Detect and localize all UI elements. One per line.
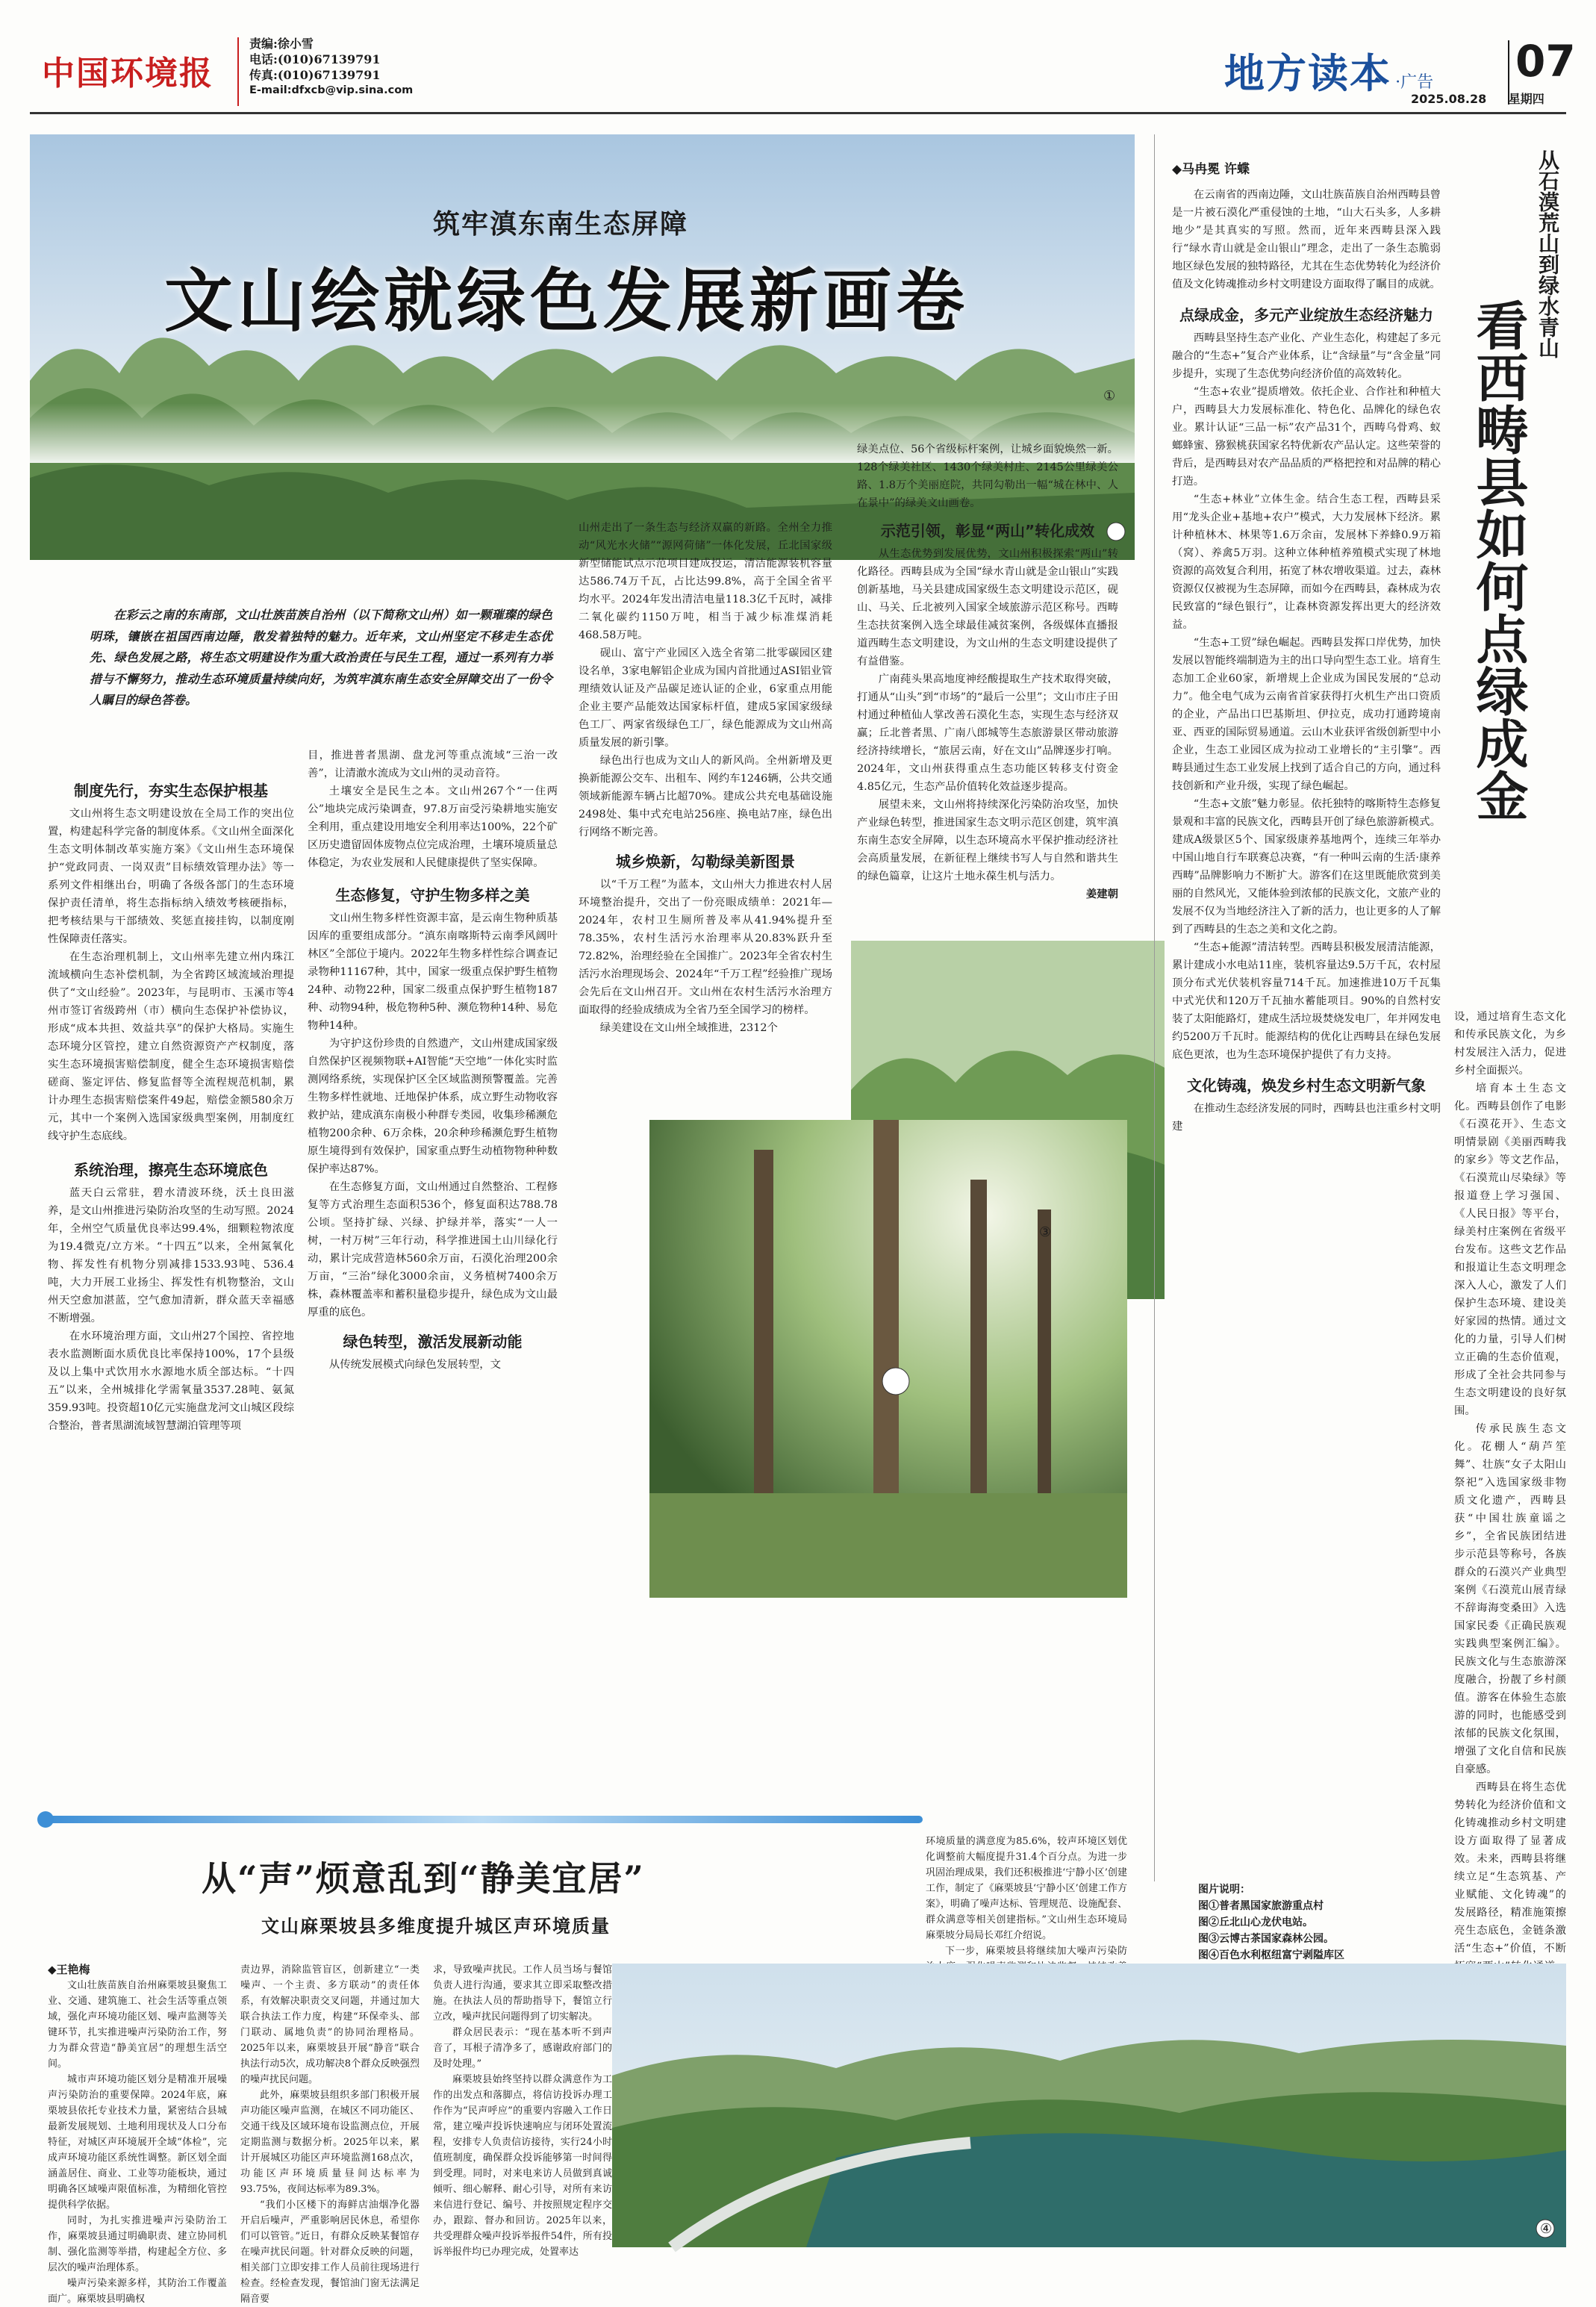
issue-date bbox=[1411, 90, 1544, 107]
page-number: 07 bbox=[1515, 36, 1576, 87]
caption-4: 图④百色水利枢纽富宁剥隘库区 bbox=[1198, 1949, 1344, 1961]
paragraph: 在生态修复方面，文山州通过自然整治、工程修复等方式治理生态面积536个，修复面积达788.78公顷。坚持扩绿、兴绿、护绿并举，落实“一人一树，一村万树”三年行动，科学推进国土山川绿化行动，累计完成营造林560余万亩，石漠化治理200余万亩，“三治”绿化3000余亩，义务植树7400余万株，森林覆盖率和蓄积量稳步提升，绿色成为文山最厚重的底色。 bbox=[308, 1181, 558, 1318]
reservoir-photo bbox=[612, 1964, 1566, 2247]
right-headline-vertical bbox=[1463, 299, 1530, 821]
paragraph: “我们小区楼下的海鲜店油烟净化器开启后噪声，严重影响居民休息，希望你们可以管管。”近日，有群众反映某餐馆存在噪声扰民问题。针对群众反映的问题，相关部门立即安排工作人员前往现场进行检查。经检查发现，餐馆油门窗无法满足隔音要 bbox=[240, 2199, 420, 2305]
paragraph: 山州走出了一条生态与经济双赢的新路。全州全力推动“风光水火储”“源网荷储”一体化发展，丘北国家级新型储能试点示范项目建成投运，清洁能源装机容量达586.74万千瓦，占比达99.8%，高于全国全省平均水平。2024年发出清洁电量118.3亿千瓦时，减排二氧化碳约1150万吨，相当于减少标准煤消耗468.58万吨。 bbox=[579, 522, 832, 641]
paragraph: 西畴县在将生态优势转化为经济价值和文化铸魂推动乡村文明建设方面取得了显著成效。未来，西畴县将继续立足“生态筑基、产业赋能、文化铸魂”的发展路径，精准施策擦亮生态底色，金链条激活“生态+”价值，不断 bbox=[1454, 1781, 1566, 1955]
right-kicker: 从石漠荒山到绿水青山 bbox=[1536, 149, 1560, 358]
paragraph: 同时，为扎实推进噪声污染防治工作，麻栗坡县通过明确职责、建立协同机制、强化监测等举措，构建起全方位、多层次的噪声治理体系。 bbox=[48, 2215, 227, 2273]
editor-name: 责编:徐小雪 bbox=[249, 37, 314, 51]
right-story-divider bbox=[1154, 134, 1155, 1881]
bottom-story-banner bbox=[42, 1816, 923, 1823]
weekday: 星期四 bbox=[1508, 92, 1544, 106]
paragraph: 土壤安全是民生之本。文山州267个“一住两公”地块完成污染调查，97.8万亩受污染耕地实施安全利用，重点建设用地安全利用率达100%，22个矿区历史遗留固体废物点位完成治理，土壤环境质量总体稳定，为农业发展和人民健康提供了坚实保障。 bbox=[308, 785, 558, 869]
paragraph: 在生态治理机制上，文山州率先建立州内珠江流域横向生态补偿机制，为全省跨区域流域治理提供了“文山经验”。2023年，与昆明市、玉溪市等4州市签订省级跨州（市）横向生态保护补偿协议，形成“成本共担、效益共享”的保护大格局。实施生态环境分区管控，建立自然资源资产产权制度，落实生态环境损害赔偿制度，健全生态环境损害赔偿磋商、鉴定评估、修复监督等全流程规范机制，累计办理生态损害赔偿案件49起，赔偿金额580余万元，其中一个案例入选国家级典型案例，用制度红线守护生态底线。 bbox=[48, 951, 294, 1142]
section-name: 地方读本 bbox=[1224, 49, 1391, 97]
paragraph: 从生态优势到发展优势，文山州积极探索“两山”转化路径。西畴县成为全国“绿水青山就是金山银山”实践创新基地，马关县建成国家级生态文明建设示范区，砚山、马关、丘北被列入国家全域旅游示范区称号。西畴生态扶贫案例入选全球最佳减贫案例，各级媒体直播报道西畴生态文明建设，为文山州的生态文明建设提供了有益借鉴。 bbox=[857, 548, 1118, 667]
editor-fax: 传真:(010)67139791 bbox=[249, 68, 381, 82]
photo-number-1: ① bbox=[1103, 388, 1116, 404]
section-title bbox=[1224, 42, 1433, 99]
editor-phone: 电话:(010)67139791 bbox=[249, 52, 381, 66]
forest-park-photo bbox=[649, 1120, 1127, 1598]
date: 2025.08.28 bbox=[1411, 92, 1487, 106]
photo-number-3: ③ bbox=[1039, 1224, 1052, 1240]
photo-captions bbox=[1198, 1881, 1422, 1964]
paragraph: “生态+能源”清洁转型。西畴县积极发展清洁能源，累计建成小水电站11座，装机容量达9.5万千瓦，农村屋顶分布式光伏装机容量714千瓦。加速推进10万千瓦集中式光伏和120万千瓦抽水蓄能项目。90%的自然村安装了太阳能路灯，建成生活垃圾焚烧发电厂，年并网发电约5200万千瓦时。能源结构的优化让西畴县在绿色发展底色更浓，也为生态环境保护提供了有力支持。 bbox=[1172, 941, 1441, 1061]
paragraph: 展望未来，文山州将持续深化污染防治攻坚，加快产业绿色转型，推进国家生态文明示范区创建，筑牢滇东南生态安全屏障，以生态环境高水平保护推动经济社会高质量发展，在新征程上继续书写人与自然和谐共生的绿色篇章，让这片土地永葆生机与活力。 bbox=[857, 799, 1118, 882]
top-column-3 bbox=[579, 519, 832, 1161]
paragraph: “生态+农业”提质增效。依托企业、合作社和种植大户，西畴县大力发展标准化、特色化、品牌化的绿色农业。累计认证“三品一标”农产品31个，西畴乌骨鸡、蚁螂蜂蜜、猕猴桃获国家名特优新农产品认定。这些荣誉的背后，是西畴县对农产品品质的严格把控和对品牌的精心打造。 bbox=[1172, 386, 1441, 488]
top-column-2 bbox=[308, 747, 558, 1769]
paragraph: 下一步，麻栗坡县将继续加大噪声污染防 bbox=[945, 1946, 1127, 1957]
section-heading-industry: 点绿成金，多元产业绽放生态经济魅力 bbox=[1179, 306, 1433, 324]
bottom-column-2 bbox=[240, 1962, 420, 2305]
paragraph: 培育本土生态文化。西畴县创作了电影《石漠花开》、生态文明情景剧《美丽西畴我的家乡》等文艺作品，《石漠荒山尽染绿》等报道登上学习强国、《人民日报》等平台，绿美村庄案例在省级平台发布。这些文艺作品和报道让生态文明理念深入人心，激发了人们保护生态环境、建设美好家园的热情。通过文化的力量，引导人们树立正确的生态价值观，形成了全社会共同参与生态文明建设的良好氛围。 bbox=[1454, 1083, 1566, 1417]
paragraph: 目，推进普者黑湖、盘龙河等重点流域“三治一改善”，让清澈水流成为文山州的灵动音符。 bbox=[308, 750, 558, 779]
paragraph: 为守护这份珍贵的自然遗产，文山州建成国家级自然保护区视频物联+AI智能“天空地”一体化实时监测网络系统，实现保护区全区域监测预警覆盖。完善生物多样性就地、迁地保护体系，成立野生动物收容救护站，建成滇东南极小种群专类园，收集珍稀濒危植物200余种、6万余株，20余种珍稀濒危野生植物原生境得到有效保护，国家重点野生动植物物种种数保护率达87%。 bbox=[308, 1038, 558, 1175]
paragraph: 文山州生物多样性资源丰富，是云南生物种质基因库的重要组成部分。“滇东南喀斯特云南季风阔叶林区”全部位于境内。2022年生物多样性综合调查记录物种11167种，其中，国家一级重点保护野生植物24种、动物22种，国家二级重点保护野生植物187种、动物94种，极危物种5种、濒危物种14种、易危物种14种。 bbox=[308, 912, 558, 1032]
section-heading-urban-rural: 城乡焕新，勾勒绿美新图景 bbox=[616, 853, 795, 871]
paragraph: 求，导致噪声扰民。工作人员当场与餐馆负责人进行沟通，要求其立即采取整改措施。在执法人员的帮助指导下，餐馆立行立改，噪声扰民问题得到了切实解决。 bbox=[433, 1964, 612, 2023]
paragraph: 此外，麻栗坡县组织多部门积极开展声功能区噪声监测，在城区不同功能区、交通干线及区域环境布设监测点位，开展定期监测与数据分析。2025年以来，累计开展城区功能区声环境监测168点次，功能区声环境质量昼间达标率为93.75%，夜间达标率为89.3%。 bbox=[240, 2090, 420, 2195]
paragraph: 设，通过培育生态文化和传承民族文化，为乡村发展注入活力，促进乡村全面振兴。 bbox=[1454, 1011, 1566, 1077]
paragraph: “生态+林业”立体生金。结合生态工程，西畴县采用“龙头企业+基地+农户”模式，大力发展林下经济。累计种植林木、林果等1.6万余亩，发展林下养蜂0.9万箱（窝）、养禽5万羽。这种立体种植养殖模式实现了林地资源的高效复合利用，拓宽了林农增收渠道。过去，森林资源仅仅被视为生态屏障，而如今在西畴县，森林成为农民致富的“绿色银行”，让森林资源发挥出更大的经济效益。 bbox=[1172, 494, 1441, 631]
paragraph: 广南莼头果高地度神经酸提取生产技术取得突破，打通从“山头”到“市场”的“最后一公里”；文山市庄子田村通过种植仙人掌改善石漠化生态，实现生态与经济双赢；丘北普者黑、广南八郎城等生态旅游景区带动旅游经济持续增长，“旅居云南，好在文山”品牌逐步打响。2024年，文山州获得重点生态功能区转移支付资金4.85亿元，生态产品价值转化效益逐步提高。 bbox=[857, 673, 1118, 793]
logo-divider bbox=[237, 37, 239, 106]
paragraph: 噪声污染来源多样，其防治工作覆盖面广。麻栗坡县明确权 bbox=[48, 2278, 227, 2305]
byline: ◆马冉冕 许蝶 bbox=[1172, 162, 1250, 177]
masthead-rule bbox=[30, 112, 1566, 114]
top-lead bbox=[90, 605, 552, 712]
editor-info bbox=[249, 36, 413, 99]
section-tag: ·广告 bbox=[1395, 73, 1434, 92]
paragraph: 在水环境治理方面，文山州27个国控、省控地表水监测断面水质优良比率保持100%，17个县级及以上集中式饮用水水源地水质全部达标。“十四五”以来，全州城排化学需氧量3537.28吨、氨氮359.93吨。投资超10亿元实施盘龙河文山城区段综合整治，普者黑湖流域智慧湖泊管理等项 bbox=[48, 1330, 294, 1432]
section-heading-transition: 绿色转型，激活发展新动能 bbox=[343, 1333, 523, 1351]
photo-circle-forest bbox=[649, 1120, 1127, 1598]
section-heading-restoration: 生态修复，守护生物多样之美 bbox=[335, 886, 530, 904]
editor-email: E-mail:dfxcb@vip.sina.com bbox=[249, 84, 414, 96]
section-heading-demonstration: 示范引领，彰显“两山”转化成效 bbox=[880, 522, 1095, 540]
bottom-banner-dot bbox=[37, 1811, 54, 1828]
section-heading-institution: 制度先行，夯实生态保护根基 bbox=[74, 782, 268, 800]
right-kicker-vertical bbox=[1530, 149, 1560, 358]
paragraph: 在推动生态经济发展的同时，西畴县也注重乡村文明建 bbox=[1172, 1103, 1441, 1133]
paragraph: 城市声环境功能区划分是精准开展噪声污染防治的重要保障。2024年底，麻栗坡县依托专业技术力量，紧密结合县城最新发展规划、土地利用现状及人口分布特征，对城区声环境展开全域“体检”，完成声环境功能区系统性调整。新区划全面涵盖居住、商业、工业等功能板块，通过明确各区域噪声限值标准，为精细化管控提供科学依据。 bbox=[48, 2074, 227, 2211]
paragraph: “生态+文旅”魅力彰显。依托独特的喀斯特生态修复景观和丰富的民族文化，西畴县开创了绿色旅游新模式。建成A级景区5个、国家级康养基地两个，连续三年举办中国山地自行车联赛总决赛，“有一种叫云南的生活·康养西畴”品牌影响力不断扩大。游客们在这里既能欣赏到美丽的自然风光，又能体验到浓郁的民族文化，文旅产业的发展不仅为当地经济注入了新的活力，也让更多的人了解到了西畴县的生态之美和文化之韵。 bbox=[1172, 798, 1441, 935]
top-column-1 bbox=[48, 776, 294, 1769]
reservoir-landscape-photo bbox=[612, 1964, 1566, 2247]
paragraph: 以“千万工程”为蓝本，文山州大力推进农村人居环境整治提升，交出了一份亮眼成绩单：2021年—2024年，农村卫生厕所普及率从41.94%提升至78.35%，农村生活污水治理率从20.83%跃升至72.82%，治理经验在全国推广。2023年全省农村生活污水治理现场会、2024年“千万工程”经验推广现场会先后在文山州召开。文山州在农村生活污水治理方面取得的经验成绩成为全省乃至全国学习的榜样。 bbox=[579, 879, 832, 1016]
captions-title: 图片说明： bbox=[1198, 1884, 1250, 1896]
paragraph: 绿美点位、56个省级标杆案例，让城乡面貌焕然一新。128个绿美社区、1430个绿美村庄、2145公里绿美公路、1.8万个美丽庭院，共同勾勒出一幅“城在林中、人在景中”的绿美文山画卷。 bbox=[857, 443, 1118, 509]
paragraph: 环境质量的满意度为85.6%，较声环境区划优化调整前大幅度提升31.4个百分点。为进一步巩固治理成果，我们还积极推进‘宁静小区’创建工作，制定了《麻栗坡县‘宁静小区’创建工作方案》，明确了噪声达标、管理规范、设施配套、群众满意等相关创建指标。”文山州生态环境局麻栗坡分局局长邓红介绍说。 bbox=[926, 1836, 1127, 1941]
caption-2: 图②丘北山心龙伏电站。 bbox=[1198, 1917, 1313, 1928]
paragraph: 传承民族生态文化。花棚人“葫芦笙舞”、壮族“女子太阳山祭祀”入选国家级非物质文化遗产，西畴县获“中国壮族童谣之乡”，全省民族团结进步示范县等称号，各族群众的石漠兴产业典型案例《石漠荒山展青绿 不辞诲海变桑田》入选国家民委《正确民族观实践典型案例汇编》。民族文化与生态旅游深度融合，扮靓了乡村颜值。游客在体验生态旅游的同时，也能感受到浓郁的民族文化氛围，增强了文化自信和民族自豪感。 bbox=[1454, 1423, 1566, 1775]
paragraph: “生态+工贸”绿色崛起。西畴县发挥口岸优势，加快发展以智能终端制造为主的出口导向型生态工业。培育生态加工企业60家，新增规上企业成为国民发展的“总动力”。他全电气成为云南省首家获得打火机生产出口资质的企业，产品出口巴基斯坦、伊拉克，成功打通跨境南亚、西亚的国际贸易通道。云山木业获评省级创新型中小企业，生态工业园区成为拉动工业增长的“主引擎”。西畴县通过生态工业发展上找到了适合自己的方向，通过科技创新和产业升级，实现了绿色崛起。 bbox=[1172, 637, 1441, 792]
caption-3: 图③云博古茶国家森林公园。 bbox=[1198, 1933, 1334, 1945]
newspaper-logo: 中国环境报 bbox=[42, 55, 213, 93]
paragraph: 绿色出行也成为文山人的新风尚。全州新增及更换新能源公交车、出租车、网约车1246辆，公共交通领域新能源车辆占比超70%。建成公共充电基础设施2498处、集中式充电站256座、换电站7座，绿色出行网络不断完善。 bbox=[579, 755, 832, 838]
author: 姜建朝 bbox=[1085, 888, 1118, 900]
paragraph: 文山州将生态文明建设放在全局工作的突出位置，构建起科学完备的制度体系。《文山州全面深化生态文明体制改革实施方案》《文山州生态环境保护“党政同责、一岗双责”目标绩效管理办法》等一系列文件相继出台，明确了各级各部门的生态环境保护责任清单，将生态指标纳入绩效考核硬指标，把考核结果与干部绩效、奖惩直接挂钩，以制度刚性保障责任落实。 bbox=[48, 808, 294, 945]
paragraph: 蓝天白云常驻，碧水清波环绕，沃土良田滋养，是文山州推进污染防治攻坚的生动写照。2024年，全州空气质量优良率达99.4%，细颗粒物浓度为19.4微克/立方米。“十四五”以来，全州氮氧化物、挥发性有机物分别减排1533.93吨、536.4吨，大力开展工业扬尘、挥发性有机物整治，文山州天空愈加湛蓝，空气愈加清新，群众蓝天幸福感不断增强。 bbox=[48, 1187, 294, 1324]
section-heading-culture: 文化铸魂，焕发乡村生态文明新气象 bbox=[1187, 1077, 1426, 1095]
top-kicker: 筑牢滇东南生态屏障 bbox=[433, 208, 689, 240]
paragraph: 责边界，消除监管盲区，创新建立“一类噪声、一个主责、多方联动”的责任体系，有效解决职责交叉问题，并通过加大联合执法工作力度，构建“环保牵头、部门联动、属地负责”的协同治理格局。2025年以来，麻栗坡县开展“静音”联合执法行动5次，成功解决8个群众反映强烈的噪声扰民问题。 bbox=[240, 1964, 420, 2085]
byline: ◆王艳梅 bbox=[48, 1963, 90, 1976]
right-column-2 bbox=[1454, 1008, 1566, 1955]
top-headline: 文山绘就绿色发展新画卷 bbox=[164, 261, 970, 341]
paragraph: 西畴县坚持生态产业化、产业生态化，构建起了多元融合的“生态+”复合产业体系，让“含绿量”与“含金量”同步提升，实现了生态优势向经济价值的高效转化。 bbox=[1172, 332, 1441, 380]
masthead bbox=[0, 0, 1596, 119]
right-headline: 看西畴县如何点绿成金 bbox=[1468, 299, 1530, 821]
section-heading-governance: 系统治理，擦亮生态环境底色 bbox=[74, 1161, 268, 1179]
bottom-column-1 bbox=[48, 1962, 227, 2305]
right-column-1 bbox=[1172, 161, 1441, 1699]
caption-1: 图①普者黑国家旅游重点村 bbox=[1198, 1900, 1324, 1912]
lead-text: 在彩云之南的东南部，文山壮族苗族自治州（以下简称文山州）如一颗璀璨的绿色明珠，镶嵌在祖国西南边陲，散发着独特的魅力。近年来，文山州坚定不移走生态优先、绿色发展之路，将生态文明建设作为重大政治责任与民生工程，通过一系列有力举措与不懈努力，推动生态环境质量持续向好，为筑牢滇东南生态安全屏障交出了一份令人瞩目的绿色答卷。 bbox=[90, 608, 552, 707]
paragraph: 文山壮族苗族自治州麻栗坡县聚焦工业、交通、建筑施工、社会生活等重点领域，强化声环境功能区划、噪声监测等关键环节，扎实推进噪声污染防治工作，努力为群众营造“静美宜居”的理想生活空间。 bbox=[48, 1980, 227, 2070]
paragraph: 在云南省的西南边陲，文山壮族苗族自治州西畴县曾是一片被石漠化严重侵蚀的土地，“山大石头多，人多耕地少”是其真实的写照。然而，近年来西畴县深入践行“绿水青山就是金山银山”理念，走出了一条生态脆弱地区绿色发展的独特路径，尤其在生态优势转化为经济价值及文化铸魂推动乡村文明建设方面取得了瞩目的成就。 bbox=[1172, 189, 1441, 290]
paragraph: 群众居民表示：“现在基本听不到声音了，耳根子清净多了，感谢政府部门的及时处理。” bbox=[433, 2027, 612, 2070]
bottom-subhead: 文山麻栗坡县多维度提升城区声环境质量 bbox=[261, 1915, 611, 1937]
paragraph: 砚山、富宁产业园区入选全省第二批零碳园区建设名单，3家电解铝企业成为国内首批通过ASI铝业管理绩效认证及产品碳足迹认证的企业，6家重点用能企业主要产品能效达国家标杆值，建成5家国家级绿色工厂、两家省级绿色工厂，绿色能源成为文山州高质量发展的新引擎。 bbox=[579, 647, 832, 749]
paragraph: 绿美建设在文山州全域推进，2312个 bbox=[599, 1022, 778, 1034]
paragraph: 从传统发展模式向绿色发展转型，文 bbox=[328, 1359, 502, 1371]
photo-number-4: ④ bbox=[1540, 2221, 1553, 2237]
paragraph: 麻栗坡县始终坚持以群众满意作为工作的出发点和落脚点，将信访投诉办理工作作为“民声呼应”的重要内容融入工作日常，建立噪声投诉快速响应与闭环处置流程，安排专人负责信访接待，实行24小时值班制度，确保群众投诉能够第一时间得到受理。同时，对来电来访人员做到真诚倾听、细心解释、耐心引导，对所有来访来信进行登记、编号、并按照规定程序交办，跟踪、督办和回访。2025年以来，共受理群众噪声投诉举报件54件，所有投诉举报件均已办理完成，处置率达 bbox=[433, 2074, 612, 2258]
bottom-headline: 从“声”烦意乱到“静美宜居” bbox=[202, 1858, 645, 1899]
bottom-column-3 bbox=[433, 1962, 612, 2258]
